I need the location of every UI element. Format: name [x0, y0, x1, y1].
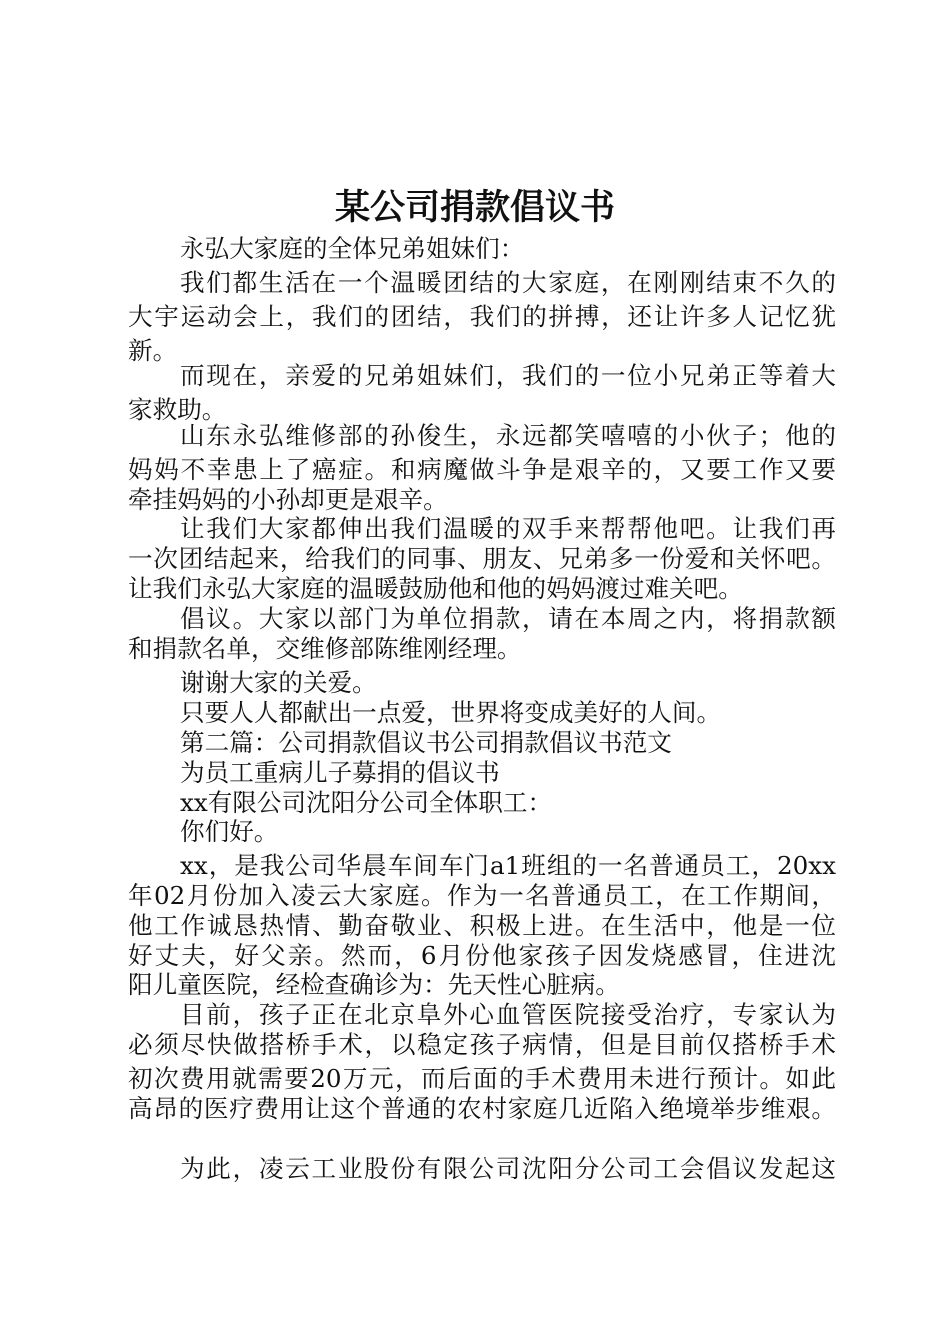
paragraph-line: 和捐款名单，交维修部陈维刚经理。 [128, 634, 522, 663]
paragraph-line: 我们都生活在一个温暖团结的大家庭，在刚刚结束不久的 [180, 268, 836, 297]
paragraph-line: 而现在，亲爱的兄弟姐妹们，我们的一位小兄弟正等着大 [180, 361, 836, 390]
paragraph-line: 初次费用就需要20万元，而后面的手术费用未进行预计。如此 [128, 1064, 836, 1093]
paragraph-line: xx，是我公司华晨车间车门a1班组的一名普通员工，20xx [180, 851, 836, 880]
subheading: 为员工重病儿子募捐的倡议书 [180, 758, 500, 787]
paragraph-line: 高昂的医疗费用让这个普通的农村家庭几近陷入绝境举步维艰。 [128, 1094, 836, 1123]
paragraph-line: 家救助。 [128, 395, 227, 424]
paragraph-line: 新。 [128, 336, 178, 365]
paragraph-line: 谢谢大家的关爱。 [180, 668, 377, 697]
paragraph-line: 只要人人都献出一点爱，世界将变成美好的人间。 [180, 698, 722, 727]
paragraph-line: 为此，凌云工业股份有限公司沈阳分公司工会倡议发起这 [180, 1154, 836, 1183]
paragraph-line: 倡议。大家以部门为单位捐款，请在本周之内，将捐款额 [180, 604, 836, 633]
paragraph-line: 让我们大家都伸出我们温暖的双手来帮帮他吧。让我们再 [180, 514, 836, 543]
document-title: 某公司捐款倡议书 [334, 187, 615, 228]
section-heading: 第二篇：公司捐款倡议书公司捐款倡议书范文 [180, 728, 672, 757]
paragraph-line: 阳儿童医院，经检查确诊为：先天性心脏病。 [128, 970, 620, 999]
paragraph-line: 牵挂妈妈的小孙却更是艰辛。 [128, 485, 448, 514]
paragraph-line: 让我们永弘大家庭的温暖鼓励他和他的妈妈渡过难关吧。 [128, 574, 743, 603]
paragraph-line: 山东永弘维修部的孙俊生，永远都笑嘻嘻的小伙子；他的 [180, 421, 836, 450]
salutation-line: 永弘大家庭的全体兄弟姐妹们： [180, 234, 525, 263]
paragraph-line: 妈妈不幸患上了癌症。和病魔做斗争是艰辛的，又要工作又要 [128, 455, 836, 484]
greeting-line: 你们好。 [180, 817, 279, 846]
paragraph-line: 好丈夫，好父亲。然而，6月份他家孩子因发烧感冒，住进沈 [128, 941, 836, 970]
paragraph-line: 年02月份加入凌云大家庭。作为一名普通员工，在工作期间， [128, 881, 836, 910]
salutation-line: xx有限公司沈阳分公司全体职工： [180, 788, 553, 817]
paragraph-line: 目前，孩子正在北京阜外心血管医院接受治疗，专家认为 [180, 1000, 836, 1029]
paragraph-line: 一次团结起来，给我们的同事、朋友、兄弟多一份爱和关怀吧。 [128, 544, 836, 573]
paragraph-line: 他工作诚恳热情、勤奋敬业、积极上进。在生活中，他是一位 [128, 911, 836, 940]
paragraph-line: 大宇运动会上，我们的团结，我们的拼搏，还让许多人记忆犹 [128, 302, 836, 331]
paragraph-line: 必须尽快做搭桥手术，以稳定孩子病情，但是目前仅搭桥手术 [128, 1030, 836, 1059]
